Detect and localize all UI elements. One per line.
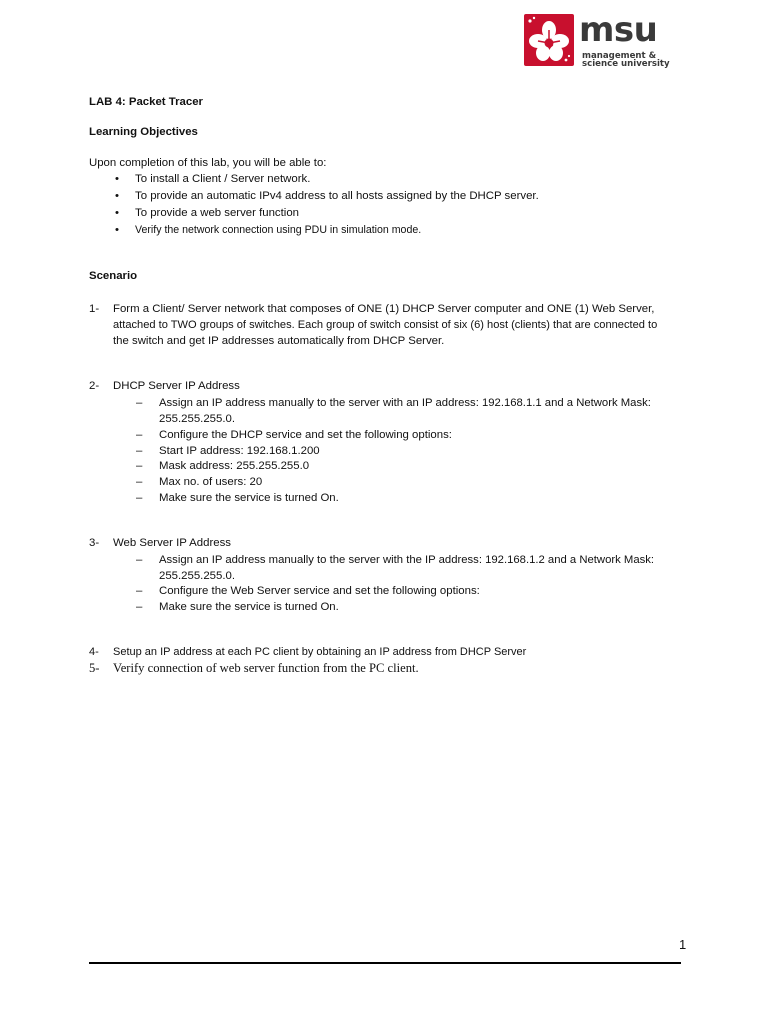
- objective-item: To provide an automatic IPv4 address to all hosts assigned by the DHCP server.: [135, 190, 539, 202]
- logo-brand-text: msu: [579, 10, 658, 50]
- step1-line: the switch and get IP addresses automatically from DHCP Server.: [113, 335, 445, 347]
- objectives-heading: Learning Objectives: [89, 126, 198, 138]
- logo-subtitle-line2: science university: [582, 59, 670, 69]
- step3-title: Web Server IP Address: [113, 537, 231, 549]
- step2-title: DHCP Server IP Address: [113, 380, 240, 392]
- dash-icon: –: [136, 397, 143, 409]
- step3-item: Make sure the service is turned On.: [159, 601, 339, 613]
- bullet-icon: •: [115, 224, 119, 236]
- dash-icon: –: [136, 601, 143, 613]
- lab-title: LAB 4: Packet Tracer: [89, 96, 203, 108]
- objective-item: To provide a web server function: [135, 207, 299, 219]
- dash-icon: –: [136, 492, 143, 504]
- step5-text: Verify connection of web server function from the PC client.: [113, 661, 419, 675]
- step3-item-continuation: 255.255.255.0.: [159, 570, 236, 582]
- step2-item: Max no. of users: 20: [159, 476, 263, 488]
- dash-icon: –: [136, 476, 143, 488]
- step2-item: Start IP address: 192.168.1.200: [159, 445, 320, 457]
- step2-item-continuation: 255.255.255.0.: [159, 413, 236, 425]
- dash-icon: –: [136, 429, 143, 441]
- dash-icon: –: [136, 585, 143, 597]
- msu-logo: [524, 10, 684, 70]
- dash-icon: –: [136, 445, 143, 457]
- step-number: 3-: [89, 537, 100, 549]
- step-number: 4-: [89, 646, 99, 658]
- step2-item: Make sure the service is turned On.: [159, 492, 339, 504]
- footer-divider: [89, 962, 681, 964]
- step-number: 2-: [89, 380, 100, 392]
- objective-item: To install a Client / Server network.: [135, 173, 311, 185]
- step4-text: Setup an IP address at each PC client by obtaining an IP address from DHCP Server: [113, 646, 527, 658]
- scenario-heading: Scenario: [89, 270, 138, 282]
- step3-item: Configure the Web Server service and set the following options:: [159, 585, 480, 597]
- step-number: 1-: [89, 303, 100, 315]
- objectives-intro: Upon completion of this lab, you will be able to:: [89, 157, 327, 169]
- step1-line: attached to TWO groups of switches. Each group of switch consist of six (6) host (clients) that are connected to: [113, 319, 658, 331]
- logo-subtitle-line1: management &: [582, 51, 657, 61]
- dash-icon: –: [136, 460, 143, 472]
- bullet-icon: •: [115, 190, 119, 202]
- flower-emblem-icon: [524, 14, 574, 66]
- step2-item: Configure the DHCP service and set the following options:: [159, 429, 452, 441]
- step1-line: Form a Client/ Server network that composes of ONE (1) DHCP Server computer and ONE (1) Web Server,: [113, 303, 655, 315]
- objective-item: Verify the network connection using PDU in simulation mode.: [135, 224, 422, 236]
- bullet-icon: •: [115, 173, 119, 185]
- dash-icon: –: [136, 554, 143, 566]
- step2-item: Mask address: 255.255.255.0: [159, 460, 310, 472]
- step-number: 5-: [89, 661, 100, 675]
- page-number: 1: [679, 937, 687, 952]
- step3-item: Assign an IP address manually to the server with the IP address: 192.168.1.2 and a Network Mask:: [159, 554, 655, 566]
- bullet-icon: •: [115, 207, 119, 219]
- step2-item: Assign an IP address manually to the server with an IP address: 192.168.1.1 and a Network Mask:: [159, 397, 651, 409]
